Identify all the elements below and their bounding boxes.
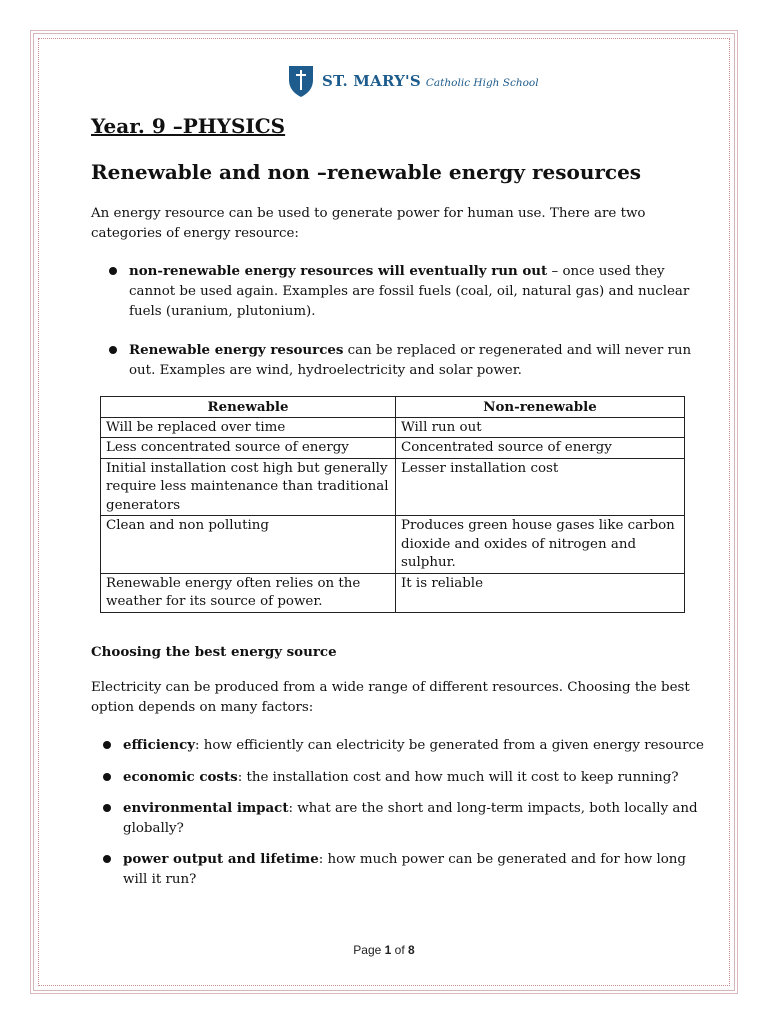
bullet-dot-icon [109, 346, 117, 354]
footer-middle: of [391, 943, 409, 957]
table-row [101, 458, 685, 516]
footer-prefix: Page [353, 943, 385, 957]
table-cell: Renewable energy often relies on the weather for its source of power. [101, 573, 396, 612]
table-cell: Will be replaced over time [101, 417, 396, 438]
factor-bold-text: economic costs [123, 769, 238, 785]
bullet-dot-icon [103, 773, 111, 781]
intro-paragraph: An energy resource can be used to generate power for human use. There are two categories of energy resource: [91, 206, 646, 241]
school-name: ST. MARY'S [322, 72, 421, 90]
table-row [101, 438, 685, 459]
table-row [101, 417, 685, 438]
table-cell: Initial installation cost high but generally require less maintenance than traditional generators [101, 458, 396, 516]
table-row [101, 573, 685, 612]
table-row [101, 516, 685, 574]
table-cell: Concentrated source of energy [396, 438, 685, 459]
factor-bold-text: efficiency [123, 737, 196, 753]
factor-bold-text: environmental impact [123, 800, 289, 816]
bullet-renewable [109, 340, 707, 381]
factor-text: : how efficiently can electricity be generated from a given energy resource [195, 738, 704, 753]
page-footer [0, 943, 768, 957]
factor-efficiency [103, 735, 707, 756]
school-subtitle: Catholic High School [425, 76, 539, 89]
bullet-dot-icon [103, 741, 111, 749]
bullet-dot-icon [103, 855, 111, 863]
factor-text: : the installation cost and how much will it cost to keep running? [237, 770, 679, 785]
bullet-dot-icon [109, 267, 117, 275]
table-cell: It is reliable [396, 573, 685, 612]
school-shield-icon [288, 64, 314, 98]
bullet-non-renewable [109, 261, 707, 322]
bullet-bold-text: non-renewable energy resources will eventually run out [129, 263, 548, 279]
footer-total-pages: 8 [408, 943, 415, 957]
table-header-non-renewable: Non-renewable [396, 397, 685, 418]
factor-bold-text: power output and lifetime [123, 851, 319, 867]
factor-power-output [103, 849, 707, 890]
table-cell: Clean and non polluting [101, 516, 396, 574]
factor-environmental-impact [103, 798, 707, 839]
bullet-text: can be replaced or regenerated and will never run out. Examples are wind, hydroelectricity and solar power. [129, 343, 692, 378]
table-cell: Will run out [396, 417, 685, 438]
table-cell: Lesser installation cost [396, 458, 685, 516]
year-title: Year. 9 –PHYSICS [91, 114, 286, 138]
choosing-paragraph: Electricity can be produced from a wide range of different resources. Choosing the best option depends on many factors: [91, 680, 690, 715]
choosing-heading: Choosing the best energy source [91, 644, 337, 660]
comparison-table [100, 396, 685, 613]
table-cell: Less concentrated source of energy [101, 438, 396, 459]
bullet-dot-icon [103, 804, 111, 812]
bullet-bold-text: Renewable energy resources [129, 342, 344, 358]
main-title: Renewable and non –renewable energy resources [91, 160, 642, 184]
school-logo [288, 64, 539, 98]
footer-current-page: 1 [384, 943, 392, 957]
table-cell: Produces green house gases like carbon dioxide and oxides of nitrogen and sulphur. [396, 516, 685, 574]
factor-economic-costs [103, 767, 707, 788]
factor-text: : what are the short and long-term impacts, both locally and globally? [123, 801, 698, 836]
bullet-text: – once used they cannot be used again. Examples are fossil fuels (coal, oil, natural gas) and nuclear fuels (uranium, plutonium). [129, 264, 690, 319]
table-header-row [101, 397, 685, 418]
factor-text: : how much power can be generated and for how long will it run? [123, 852, 687, 887]
table-header-renewable: Renewable [101, 397, 396, 418]
